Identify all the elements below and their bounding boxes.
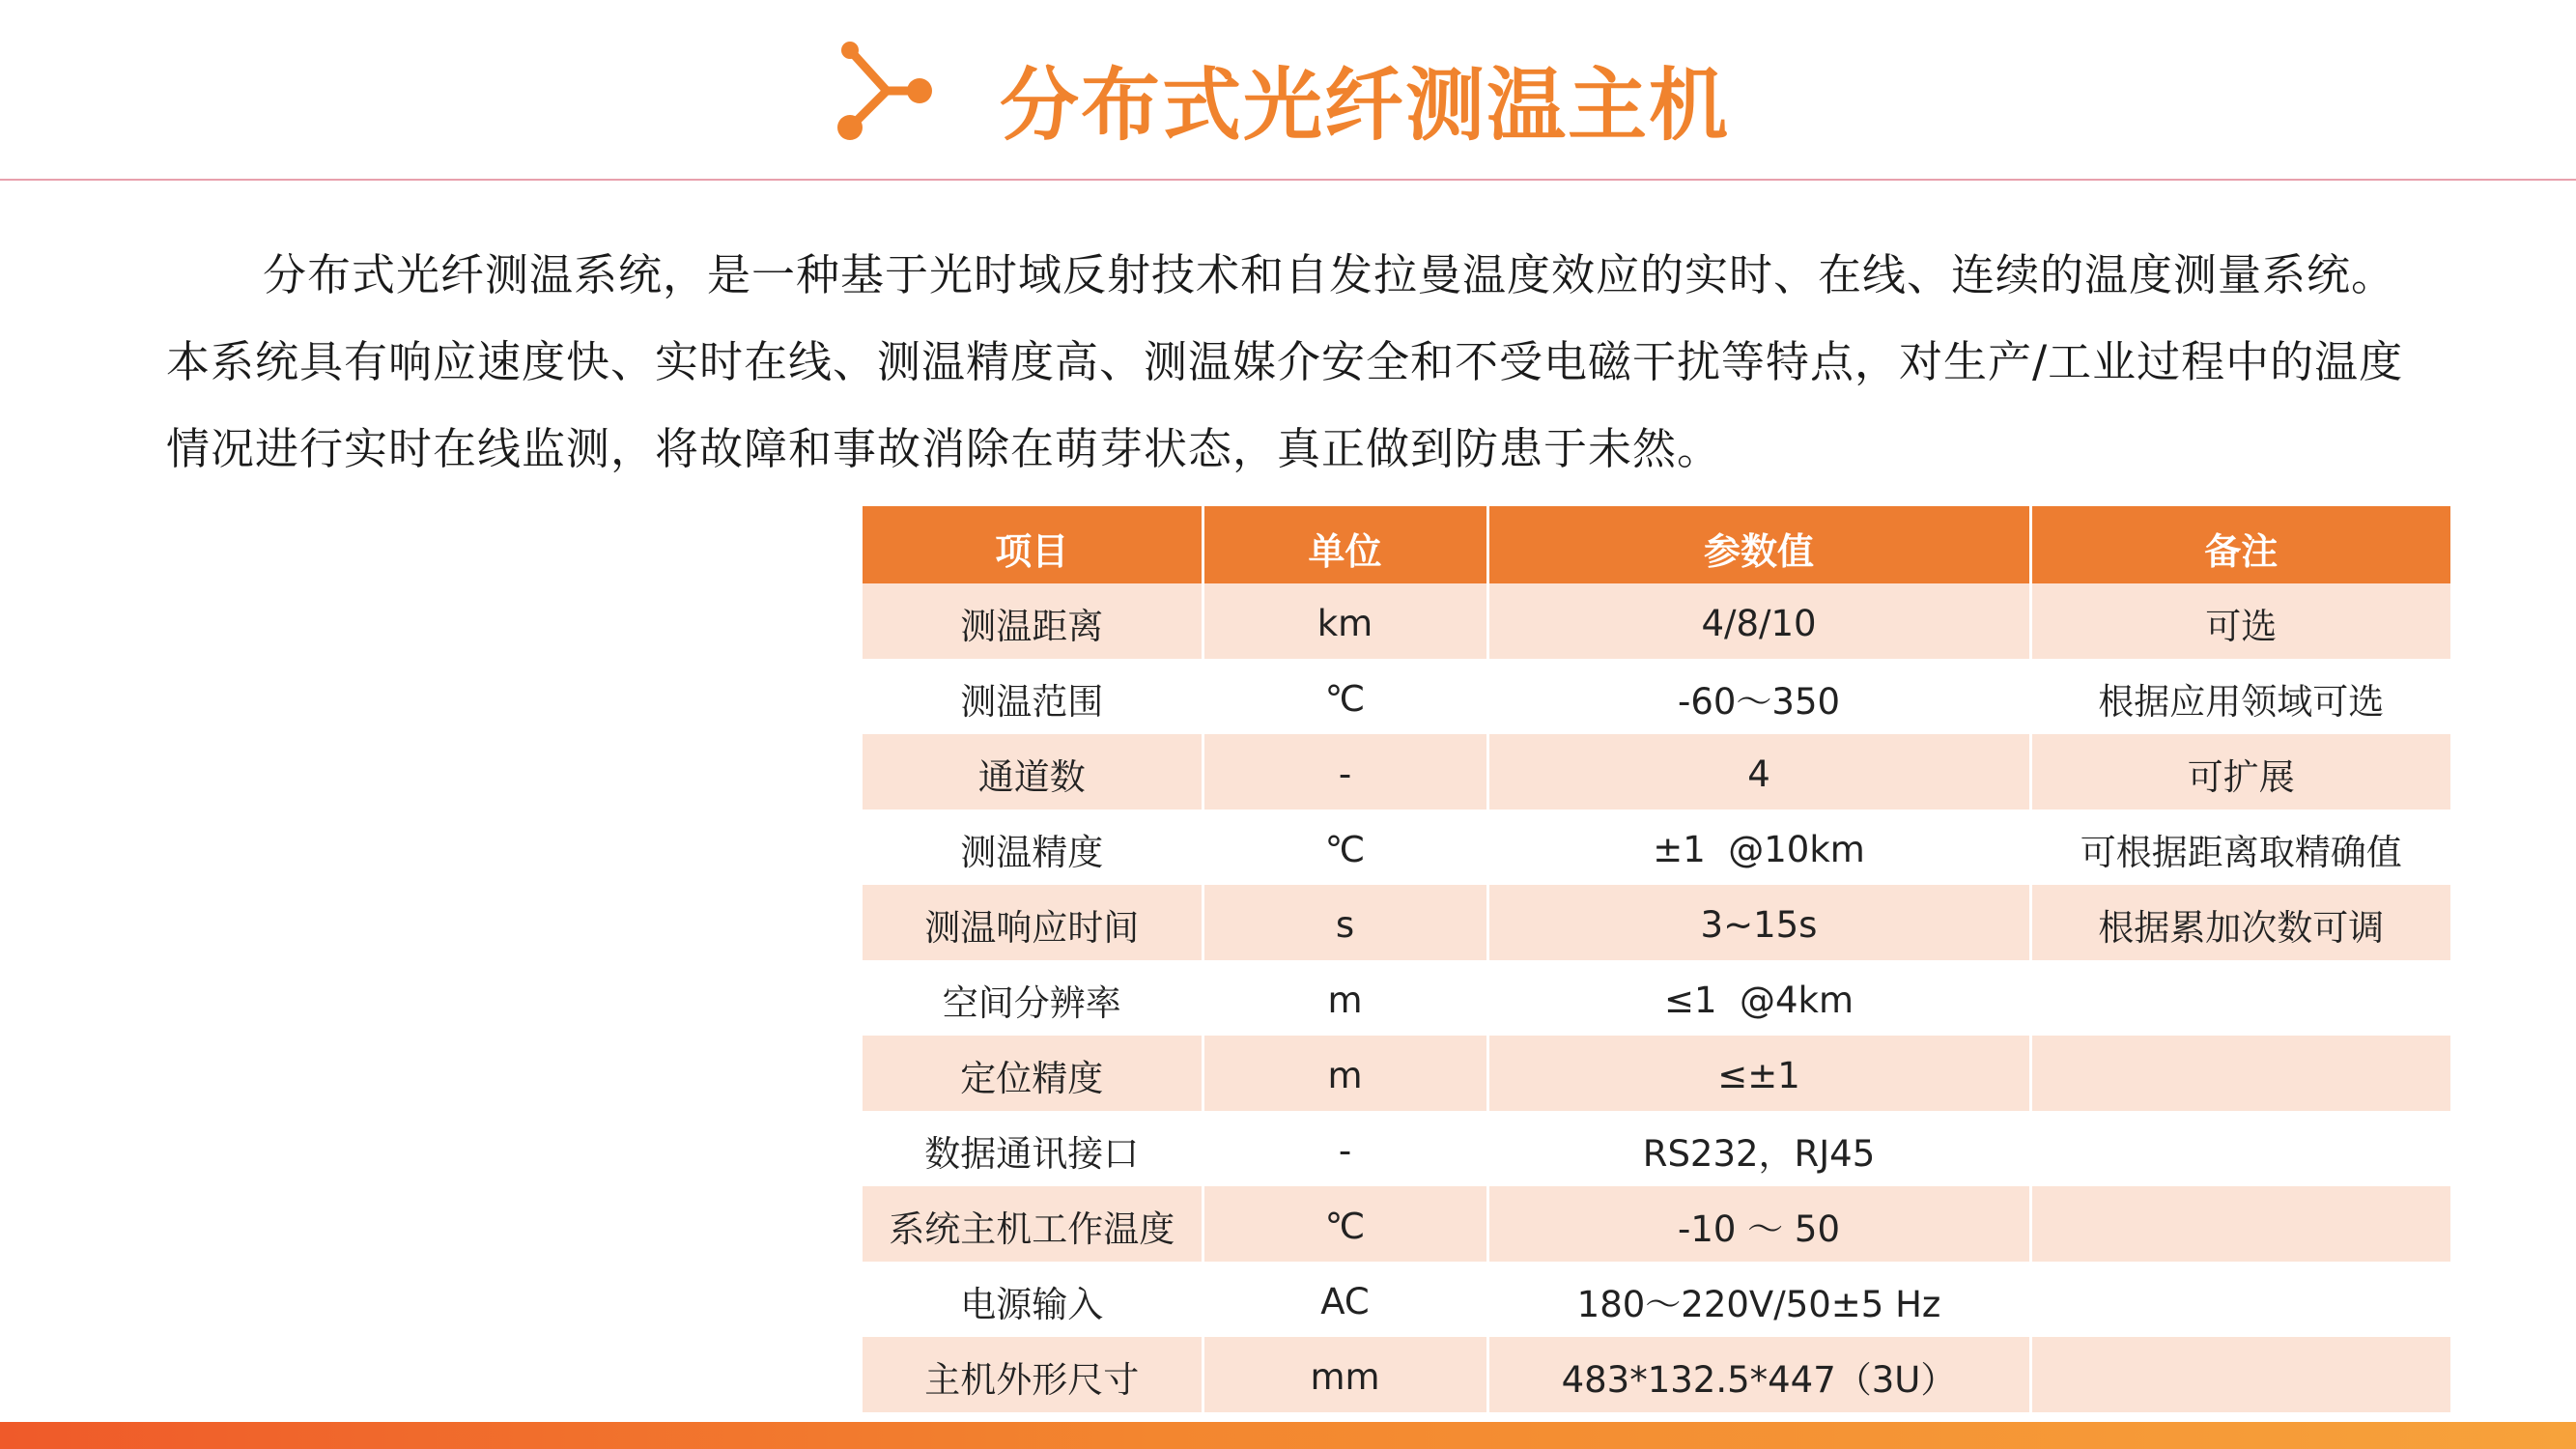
- cell-unit: m: [1203, 1036, 1487, 1111]
- molecule-node-icon: [829, 31, 935, 147]
- cell-unit: ℃: [1203, 1186, 1487, 1262]
- table-row: [863, 583, 2450, 659]
- cell-item: 定位精度: [863, 1036, 1203, 1111]
- cell-remark: 可扩展: [2030, 734, 2450, 810]
- title-bar: [0, 0, 2576, 180]
- table-row: [863, 734, 2450, 810]
- cell-value: -60～350: [1487, 659, 2030, 734]
- cell-value: RS232，RJ45: [1487, 1111, 2030, 1186]
- table-row: [863, 1036, 2450, 1111]
- cell-unit: ℃: [1203, 659, 1487, 734]
- spec-table: [863, 506, 2450, 1412]
- table-header-row: [863, 506, 2450, 583]
- intro-paragraph: 分布式光纤测温系统，是一种基于光时域反射技术和自发拉曼温度效应的实时、在线、连续的温度测量系统。本系统具有响应速度快、实时在线、测温精度高、测温媒介安全和不受电磁干扰等特点，对生产/工业过程中的温度情况进行实时在线监测，将故障和事故消除在萌芽状态，真正做到防患于未然。: [166, 249, 2404, 474]
- cell-remark: [2030, 1036, 2450, 1111]
- cell-value: 3~15s: [1487, 885, 2030, 960]
- title-divider: [0, 179, 2576, 181]
- cell-remark: 根据应用领域可选: [2030, 659, 2450, 734]
- cell-unit: m: [1203, 960, 1487, 1036]
- cell-remark: 可根据距离取精确值: [2030, 810, 2450, 885]
- cell-remark: 根据累加次数可调: [2030, 885, 2450, 960]
- cell-item: 系统主机工作温度: [863, 1186, 1203, 1262]
- column-header-item: 项目: [863, 506, 1203, 583]
- cell-unit: -: [1203, 1111, 1487, 1186]
- table-row: [863, 1262, 2450, 1337]
- cell-value: 180～220V/50±5 Hz: [1487, 1262, 2030, 1337]
- column-header-unit: 单位: [1203, 506, 1487, 583]
- cell-remark: [2030, 960, 2450, 1036]
- cell-value: ≤1 @4km: [1487, 960, 2030, 1036]
- cell-remark: [2030, 1111, 2450, 1186]
- cell-unit: km: [1203, 583, 1487, 659]
- table-row: [863, 810, 2450, 885]
- page-title: 分布式光纤测温主机: [1000, 60, 1731, 152]
- cell-value: ≤±1: [1487, 1036, 2030, 1111]
- cell-value: ±1 @10km: [1487, 810, 2030, 885]
- cell-value: 4: [1487, 734, 2030, 810]
- table-row: [863, 659, 2450, 734]
- cell-remark: 可选: [2030, 583, 2450, 659]
- cell-remark: [2030, 1262, 2450, 1337]
- cell-item: 电源输入: [863, 1262, 1203, 1337]
- cell-value: 483*132.5*447（3U）: [1487, 1337, 2030, 1412]
- cell-value: 4/8/10: [1487, 583, 2030, 659]
- cell-item: 测温精度: [863, 810, 1203, 885]
- cell-unit: AC: [1203, 1262, 1487, 1337]
- column-header-value: 参数值: [1487, 506, 2030, 583]
- table-row: [863, 1337, 2450, 1412]
- cell-item: 数据通讯接口: [863, 1111, 1203, 1186]
- cell-item: 主机外形尺寸: [863, 1337, 1203, 1412]
- cell-item: 测温响应时间: [863, 885, 1203, 960]
- table-row: [863, 960, 2450, 1036]
- column-header-remark: 备注: [2030, 506, 2450, 583]
- cell-unit: -: [1203, 734, 1487, 810]
- cell-unit: s: [1203, 885, 1487, 960]
- cell-item: 通道数: [863, 734, 1203, 810]
- cell-item: 空间分辨率: [863, 960, 1203, 1036]
- cell-item: 测温范围: [863, 659, 1203, 734]
- cell-unit: mm: [1203, 1337, 1487, 1412]
- table-row: [863, 1111, 2450, 1186]
- footer-accent-band: [0, 1422, 2576, 1449]
- cell-unit: ℃: [1203, 810, 1487, 885]
- table-row: [863, 1186, 2450, 1262]
- table-row: [863, 885, 2450, 960]
- cell-remark: [2030, 1337, 2450, 1412]
- cell-value: -10 ～ 50: [1487, 1186, 2030, 1262]
- cell-item: 测温距离: [863, 583, 1203, 659]
- cell-remark: [2030, 1186, 2450, 1262]
